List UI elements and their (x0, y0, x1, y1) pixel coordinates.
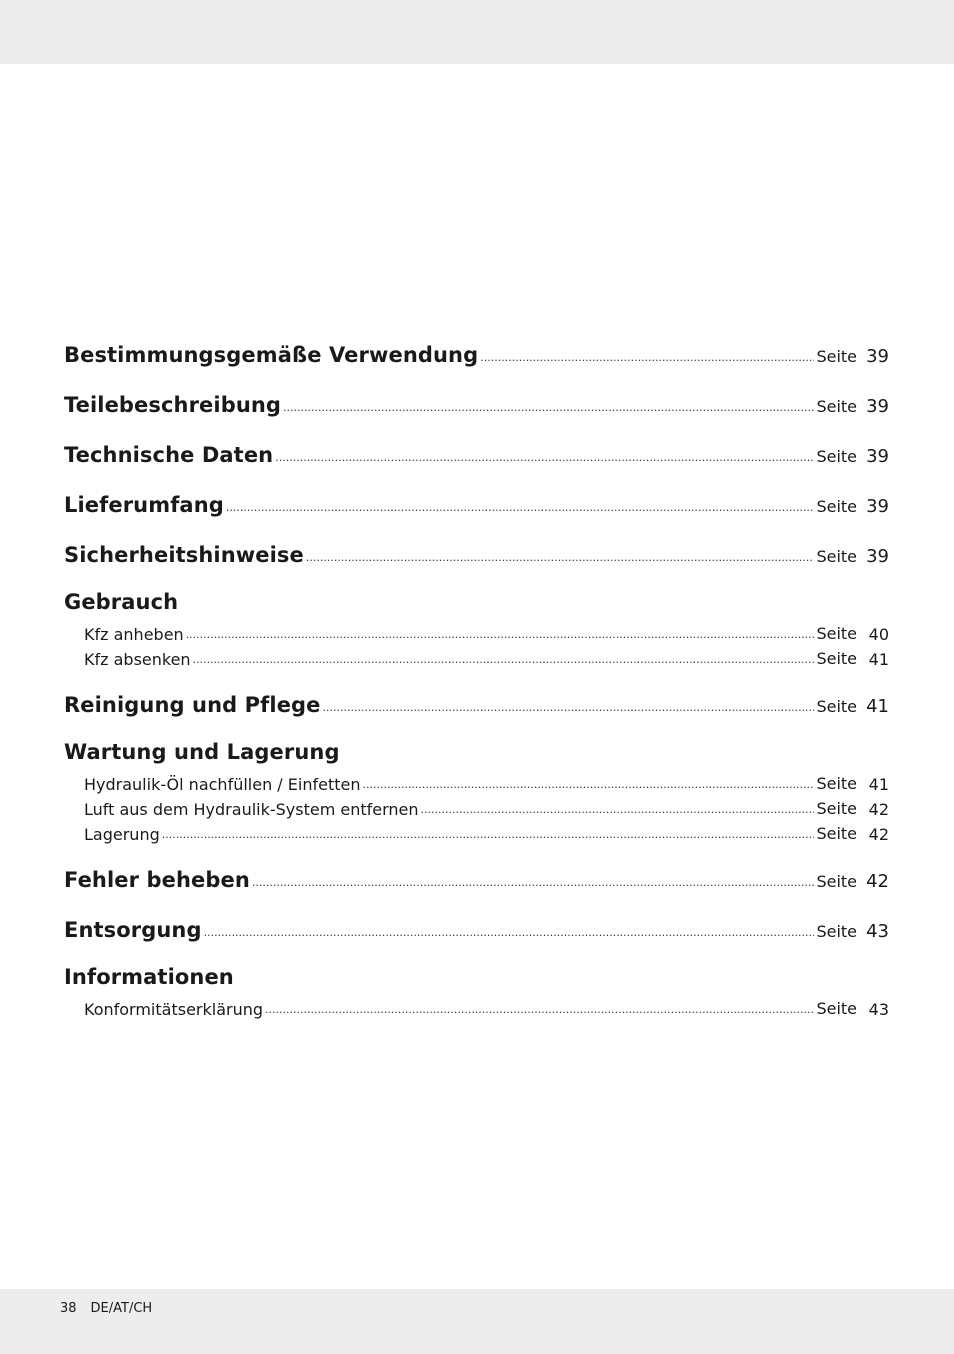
bottom-band (0, 1289, 954, 1354)
toc-section-informationen[interactable]: Informationen (64, 965, 234, 989)
dot-leader (306, 552, 815, 563)
toc-subentry-luft-entfernen[interactable] (84, 792, 889, 818)
toc-entry-entsorgung[interactable] (64, 915, 889, 941)
toc-entry-title: Entsorgung (64, 918, 202, 942)
seite-label: Seite (816, 397, 857, 416)
page-number: 39 (866, 396, 889, 417)
toc-subentry-konformitaet[interactable] (84, 992, 889, 1018)
toc-entry-title: Lieferumfang (64, 493, 224, 517)
toc-entry-title: Bestimmungsgemäße Verwendung (64, 343, 479, 367)
toc-entry-title: Sicherheitshinweise (64, 543, 304, 567)
top-band (0, 0, 954, 64)
toc-entry-lieferumfang[interactable] (64, 490, 889, 516)
page-number: 42 (866, 871, 889, 892)
footer-page-number: 38 (60, 1301, 77, 1316)
dot-leader (323, 702, 815, 713)
page-number: 40 (868, 625, 889, 644)
dot-leader (193, 654, 815, 665)
toc-entry-title: Fehler beheben (64, 868, 250, 892)
dot-leader (275, 452, 814, 463)
dot-leader (421, 804, 815, 815)
page-number: 39 (866, 546, 889, 567)
seite-label: Seite (816, 347, 857, 366)
dot-leader (204, 927, 815, 938)
page-footer (60, 1302, 166, 1315)
toc-subentry-lagerung[interactable] (84, 817, 889, 843)
toc-subentry-kfz-anheben[interactable] (84, 617, 889, 643)
toc-entry-title: Kfz anheben (84, 625, 184, 644)
dot-leader (162, 829, 815, 840)
page-number: 39 (866, 446, 889, 467)
toc-entry-fehler[interactable] (64, 865, 889, 891)
seite-label: Seite (816, 999, 857, 1018)
seite-label: Seite (816, 447, 857, 466)
page-number: 42 (868, 825, 889, 844)
dot-leader (480, 352, 814, 363)
toc-entry-title: Kfz absenken (84, 650, 191, 669)
seite-label: Seite (816, 697, 857, 716)
toc-entry-title: Reinigung und Pflege (64, 693, 321, 717)
seite-label: Seite (816, 922, 857, 941)
toc-section-gebrauch[interactable]: Gebrauch (64, 590, 179, 614)
seite-label: Seite (816, 624, 857, 643)
toc-section-wartung[interactable]: Wartung und Lagerung (64, 740, 340, 764)
seite-label: Seite (816, 774, 857, 793)
toc-subentry-hydraulik-oel[interactable] (84, 767, 889, 793)
page-number: 43 (868, 1000, 889, 1019)
seite-label: Seite (816, 649, 857, 668)
page-number: 41 (868, 650, 889, 669)
toc-entry-bestimmung[interactable] (64, 340, 889, 366)
toc-entry-reinigung[interactable] (64, 690, 889, 716)
page-number: 43 (866, 921, 889, 942)
toc-entry-technische[interactable] (64, 440, 889, 466)
toc-entry-title: Hydraulik-Öl nachfüllen / Einfetten (84, 775, 361, 794)
toc-entry-teile[interactable] (64, 390, 889, 416)
seite-label: Seite (816, 497, 857, 516)
toc-entry-title: Konformitätserklärung (84, 1000, 264, 1019)
toc-entry-title: Teilebeschreibung (64, 393, 282, 417)
toc-subentry-kfz-absenken[interactable] (84, 642, 889, 668)
page-number: 42 (868, 800, 889, 819)
toc-entry-title: Luft aus dem Hydraulik-System entfernen (84, 800, 419, 819)
page-number: 41 (868, 775, 889, 794)
toc-entry-title: Lagerung (84, 825, 160, 844)
toc-entry-sicherheit[interactable] (64, 540, 889, 566)
dot-leader (265, 1004, 814, 1015)
seite-label: Seite (816, 547, 857, 566)
page-number: 41 (866, 696, 889, 717)
toc-entry-title: Technische Daten (64, 443, 274, 467)
page-number: 39 (866, 346, 889, 367)
page-number: 39 (866, 496, 889, 517)
seite-label: Seite (816, 799, 857, 818)
dot-leader (283, 402, 814, 413)
dot-leader (226, 502, 815, 513)
seite-label: Seite (816, 872, 857, 891)
seite-label: Seite (816, 824, 857, 843)
dot-leader (186, 629, 815, 640)
footer-locale: DE/AT/CH (90, 1301, 153, 1316)
dot-leader (362, 779, 814, 790)
dot-leader (252, 877, 815, 888)
